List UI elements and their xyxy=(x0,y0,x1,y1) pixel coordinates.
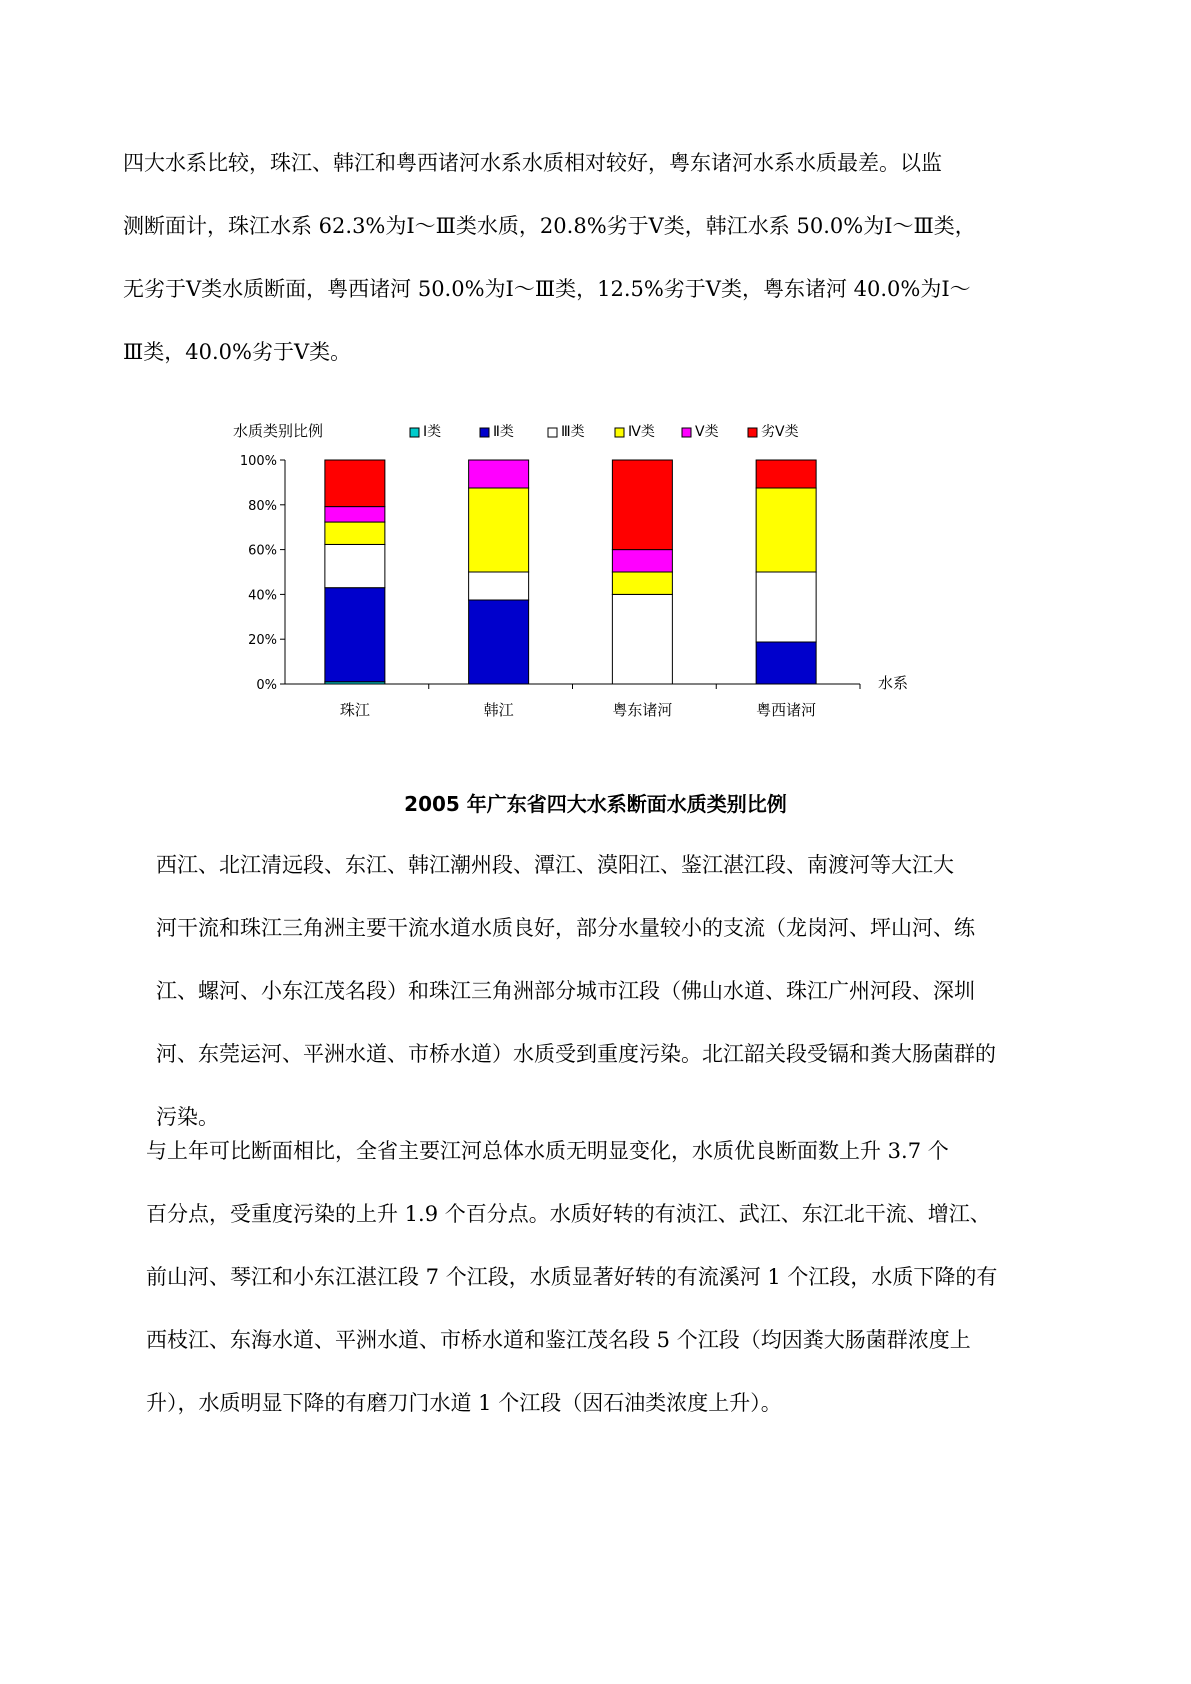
legend-swatch xyxy=(410,428,419,437)
bar-segment-4-粤西诸河 xyxy=(756,488,816,572)
legend-swatch xyxy=(548,428,557,437)
p1-line-1: 四大水系比较，珠江、韩江和粤西诸河水系水质相对较好，粤东诸河水系水质最差。以监 xyxy=(123,151,942,175)
bar-segment-4-粤东诸河 xyxy=(612,572,672,594)
bar-segment-6-粤东诸河 xyxy=(612,460,672,550)
p2-line-4: 河、东莞运河、平洲水道、市桥水道）水质受到重度污染。北江韶关段受镉和粪大肠菌群的 xyxy=(156,1042,996,1066)
legend-label: Ⅳ类 xyxy=(628,424,655,440)
stacked-bar-chart xyxy=(230,418,930,718)
bar-segment-5-珠江 xyxy=(325,507,385,522)
y-tick-label: 20% xyxy=(248,633,277,649)
bar-segment-5-韩江 xyxy=(469,460,529,488)
paragraph-2 xyxy=(108,834,1084,1149)
bar-segment-2-珠江 xyxy=(325,588,385,682)
p2-line-3: 江、螺河、小东江茂名段）和珠江三角洲部分城市江段（佛山水道、珠江广州河段、深圳 xyxy=(156,979,975,1003)
p3-line-2: 百分点，受重度污染的上升 1.9 个百分点。水质好转的有浈江、武江、东江北干流、增江、 xyxy=(146,1202,991,1226)
legend-swatch xyxy=(480,428,489,437)
bar-segment-2-韩江 xyxy=(469,600,529,684)
y-tick-label: 60% xyxy=(248,543,277,559)
x-tick-label: 粤西诸河 xyxy=(756,701,817,718)
paragraph-3 xyxy=(108,1120,1084,1435)
p1-line-3: 无劣于Ⅴ类水质断面，粤西诸河 50.0%为Ⅰ～Ⅲ类，12.5%劣于Ⅴ类，粤东诸河 40.0%为Ⅰ～ xyxy=(123,277,971,301)
bar-segment-3-粤东诸河 xyxy=(612,594,672,684)
y-axis-label: 水质类别比例 xyxy=(233,422,324,440)
y-tick-label: 40% xyxy=(248,588,277,604)
bar-segment-6-珠江 xyxy=(325,460,385,507)
bar-segment-6-粤西诸河 xyxy=(756,460,816,488)
y-tick-label: 100% xyxy=(239,454,277,469)
bar-segment-5-粤东诸河 xyxy=(612,550,672,572)
p1-line-2: 测断面计，珠江水系 62.3%为Ⅰ～Ⅲ类水质，20.8%劣于Ⅴ类，韩江水系 50.0%为Ⅰ～Ⅲ类， xyxy=(123,214,976,238)
bar-segment-3-珠江 xyxy=(325,544,385,587)
legend-label: Ⅲ类 xyxy=(561,424,585,440)
x-axis-label: 水系 xyxy=(878,674,909,692)
legend-label: Ⅱ类 xyxy=(493,424,514,440)
x-tick-label: 珠江 xyxy=(339,701,370,718)
paragraph-1 xyxy=(108,132,1084,384)
chart-caption: 2005 年广东省四大水系断面水质类别比例 xyxy=(404,792,787,816)
x-tick-label: 粤东诸河 xyxy=(612,701,673,718)
p2-line-5: 污染。 xyxy=(156,1105,219,1129)
legend-label: Ⅰ类 xyxy=(423,424,442,440)
legend-swatch xyxy=(615,428,624,437)
p2-line-2: 河干流和珠江三角洲主要干流水道水质良好，部分水量较小的支流（龙岗河、坪山河、练 xyxy=(156,916,975,940)
bar-segment-4-珠江 xyxy=(325,522,385,544)
legend-swatch xyxy=(748,428,757,437)
y-tick-label: 80% xyxy=(248,498,277,514)
bar-segment-3-韩江 xyxy=(469,572,529,600)
p3-line-1: 与上年可比断面相比，全省主要江河总体水质无明显变化，水质优良断面数上升 3.7 个 xyxy=(146,1139,949,1163)
bar-segment-2-粤西诸河 xyxy=(756,642,816,684)
x-tick-label: 韩江 xyxy=(483,701,514,718)
bar-segment-3-粤西诸河 xyxy=(756,572,816,642)
y-tick-label: 0% xyxy=(256,678,277,693)
p3-line-5: 升），水质明显下降的有磨刀门水道 1 个江段（因石油类浓度上升）。 xyxy=(146,1391,782,1415)
p1-line-4: Ⅲ类，40.0%劣于Ⅴ类。 xyxy=(123,340,352,364)
p3-line-4: 西枝江、东海水道、平洲水道、市桥水道和鉴江茂名段 5 个江段（均因粪大肠菌群浓度上 xyxy=(146,1328,971,1352)
bar-segment-4-韩江 xyxy=(469,488,529,572)
p3-line-3: 前山河、琴江和小东江湛江段 7 个江段，水质显著好转的有流溪河 1 个江段，水质下降的有 xyxy=(146,1265,998,1289)
legend-label: 劣Ⅴ类 xyxy=(761,424,799,440)
p2-line-1: 西江、北江清远段、东江、韩江潮州段、潭江、漠阳江、鉴江湛江段、南渡河等大江大 xyxy=(156,853,954,877)
legend-label: Ⅴ类 xyxy=(695,424,719,440)
legend-swatch xyxy=(682,428,691,437)
